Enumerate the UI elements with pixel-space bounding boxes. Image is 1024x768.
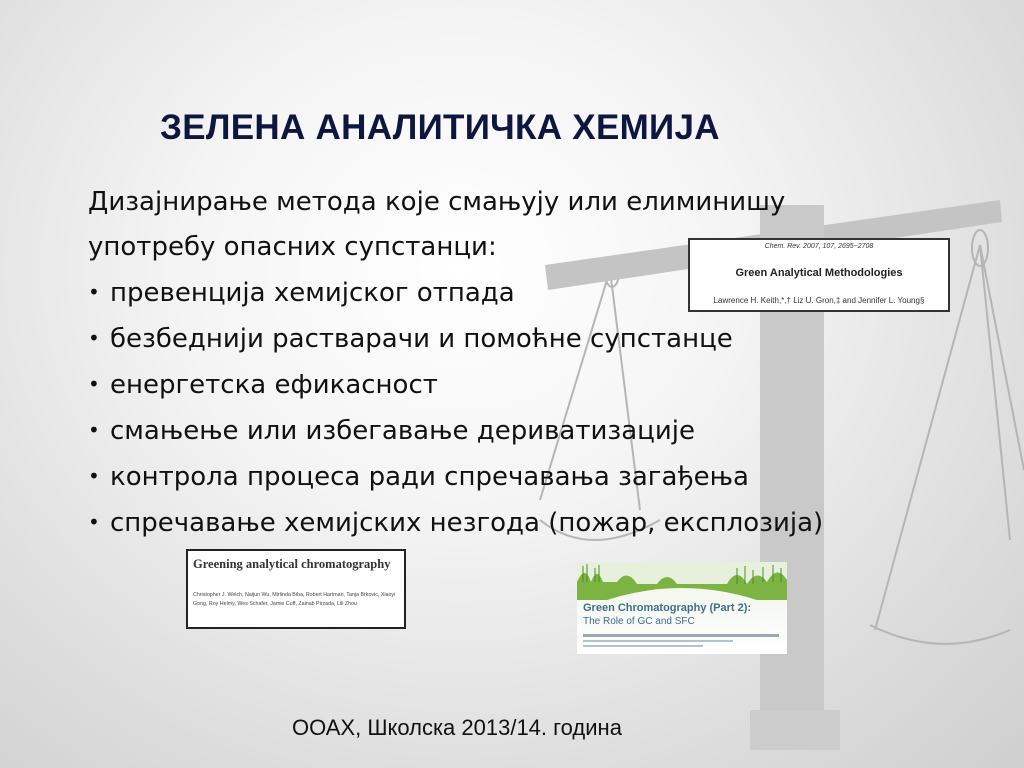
bullet-item: [88, 408, 968, 454]
slide-body: [88, 180, 968, 546]
bullet-icon: •: [88, 326, 100, 350]
article-reference: Chem. Rev. 2007, 107, 2695−2708: [764, 243, 874, 250]
article-snippet-chem-rev: [688, 238, 950, 312]
bullet-item: [88, 500, 968, 546]
intro-line-2: употребу опасних супстанци:: [88, 232, 497, 262]
bullet-item: [88, 362, 968, 408]
slide-title: ЗЕЛЕНА АНАЛИТИЧКА ХЕМИЈА: [160, 108, 720, 147]
article-title: Greening analytical chromatography: [193, 557, 391, 571]
bullet-text: смањење или избегавање дериватизације: [110, 416, 695, 446]
intro-line-1: Дизајнирање метода које смањују или елиминишу: [88, 187, 786, 217]
article-small-print: [583, 640, 733, 642]
article-authors: Lawrence H. Keith,*,† Liz U. Gron,‡ and Jennifer L. Young§: [713, 296, 925, 305]
article-small-print: [583, 645, 703, 647]
article-snippet-green-chromatography: [577, 562, 787, 654]
article-authors: Christopher J. Welch, Naijun Wu, Mirlinda Biba, Robert Hartman, Tanja Brkovic, Xiaoyi Gong, Roy Helmy, Wes Schafer, Jamie Cuff, Zainab Pirzada, Lili Zhou: [193, 592, 396, 607]
bullet-icon: •: [88, 280, 100, 304]
bullet-text: енергетска ефикасност: [110, 370, 438, 400]
bullet-icon: •: [88, 510, 100, 534]
bullet-text: спречавање хемијских незгода (пожар, експлозија): [110, 508, 824, 538]
chromatogram-icon: [577, 562, 787, 600]
slide-footer: ООАХ, Школска 2013/14. година: [292, 715, 622, 740]
bullet-icon: •: [88, 372, 100, 396]
bullet-icon: •: [88, 418, 100, 442]
bullet-item: [88, 316, 968, 362]
bullet-text: превенција хемијског отпада: [110, 278, 515, 308]
article-subtitle: The Role of GC and SFC: [583, 616, 695, 627]
bullet-text: контрола процеса ради спречавања загађења: [110, 462, 749, 492]
bullet-item: [88, 454, 968, 500]
article-title: Green Chromatography (Part 2):: [583, 602, 752, 614]
article-small-print: [583, 634, 779, 637]
bullet-icon: •: [88, 464, 100, 488]
article-title: Green Analytical Methodologies: [735, 267, 903, 279]
bullet-text: безбеднији растварачи и помоћне супстанце: [110, 324, 733, 354]
article-snippet-greening: [186, 549, 406, 629]
